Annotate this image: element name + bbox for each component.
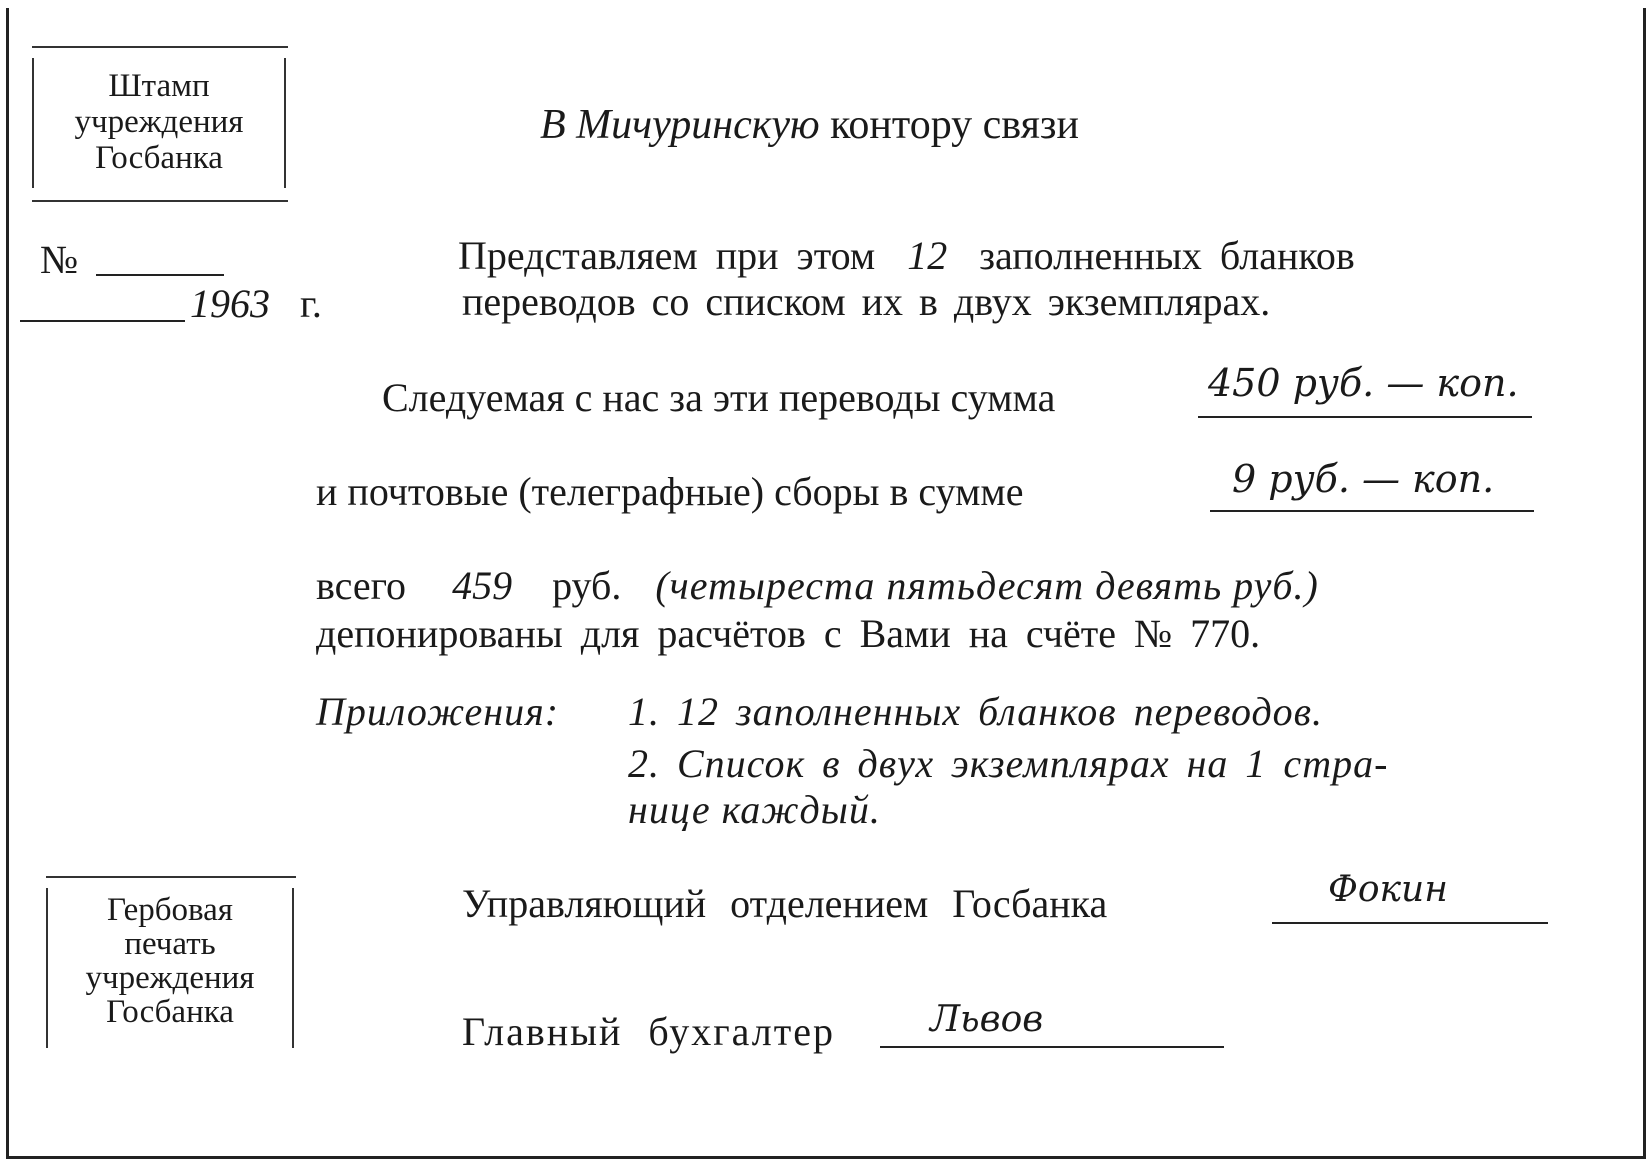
- stamp-bottom-rule: [32, 200, 288, 202]
- sum-field-line: [1198, 416, 1532, 418]
- attachment-item-2-line2: нице каждый.: [628, 787, 881, 832]
- addressee-line: [540, 104, 1079, 146]
- total-amount: 459: [452, 563, 513, 608]
- total-line2: депонированы для расчётов с Вами на счёте № 770.: [316, 611, 1261, 656]
- seal-line-3: учреждения: [85, 960, 255, 996]
- addressee-prefix: В Мичуринскую: [540, 102, 820, 148]
- para1-line1: [458, 233, 1355, 278]
- manager-label: Управляющий отделением Госбанка: [462, 881, 1108, 926]
- year-value: 1963: [190, 281, 270, 326]
- stamp-box-frame: [32, 58, 286, 188]
- seal-top-rule: [46, 876, 296, 878]
- stamp-top-rule: [32, 46, 288, 48]
- manager-signature-line: [1272, 922, 1548, 924]
- accountant-signature-line: [880, 1046, 1224, 1048]
- para1-text-b: заполненных бланков: [979, 233, 1355, 278]
- seal-line-2: печать: [124, 926, 216, 962]
- total-word: всего: [316, 563, 407, 608]
- year-suffix: г.: [300, 281, 322, 326]
- seal-box-frame: [46, 888, 294, 1048]
- attachments-label: Приложения:: [316, 689, 560, 734]
- fees-value: 9 руб. — коп.: [1232, 457, 1495, 501]
- number-field-line: [96, 274, 224, 276]
- seal-line-1: Гербовая: [107, 892, 233, 928]
- fees-field-line: [1210, 510, 1534, 512]
- attachment-item-2-line1: 2. Список в двух экземплярах на 1 стра-: [628, 741, 1389, 786]
- fees-label: и почтовые (телеграфные) сборы в сумме: [316, 469, 1024, 514]
- addressee-rest: контору связи: [830, 102, 1079, 148]
- date-field-line: [20, 320, 185, 322]
- attachment-item-1: 1. 12 заполненных бланков переводов.: [628, 689, 1324, 734]
- accountant-signature: Львов: [930, 999, 1044, 1040]
- stamp-line-2: учреждения: [74, 104, 244, 140]
- sum-value: 450 руб. — коп.: [1208, 361, 1519, 405]
- manager-signature: Фокин: [1328, 869, 1448, 910]
- total-line1: [316, 563, 1319, 608]
- total-in-words: (четыреста пятьдесят девять руб.): [655, 563, 1319, 608]
- stamp-line-3: Госбанка: [95, 140, 223, 176]
- accountant-label: Главный бухгалтер: [462, 1009, 835, 1054]
- sum-label: Следуемая с нас за эти переводы сумма: [382, 375, 1056, 420]
- forms-count: 12: [907, 233, 948, 278]
- total-unit: руб.: [552, 563, 622, 608]
- seal-line-4: Госбанка: [106, 994, 234, 1030]
- para1-text-a: Представляем при этом: [458, 233, 876, 278]
- para1-line2: переводов со списком их в двух экземплярах.: [462, 279, 1271, 324]
- number-label: №: [40, 237, 79, 282]
- stamp-line-1: Штамп: [108, 68, 210, 104]
